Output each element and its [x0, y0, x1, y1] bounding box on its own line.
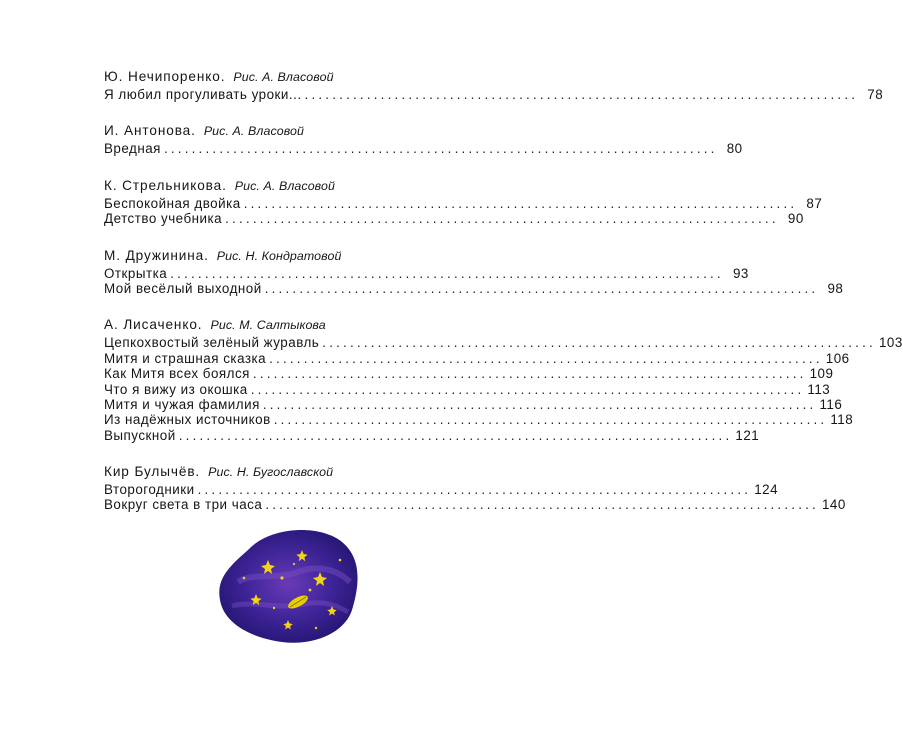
dot-leader: ................................................................................ — [170, 265, 724, 281]
dot-leader: ................................................................................ — [262, 396, 817, 412]
author-line — [104, 176, 444, 196]
toc-entry[interactable] — [104, 265, 749, 281]
toc-entry[interactable] — [104, 211, 804, 227]
entry-title: Что я вижу из окошка — [104, 381, 248, 397]
page-number: 98 — [827, 280, 844, 296]
dot-leader: ................................................................................ — [225, 211, 779, 227]
author-line — [104, 315, 444, 335]
entry-title: Вредная — [104, 141, 161, 157]
author-line — [104, 246, 444, 266]
author-line — [104, 462, 444, 482]
toc-entry[interactable] — [104, 141, 743, 157]
entry-title: Я любил прогуливать уроки... — [104, 87, 302, 102]
dot-leader: ................................................................................ — [252, 366, 807, 382]
entry-title: Митя и чужая фамилия — [104, 396, 260, 412]
toc-entry[interactable] — [104, 427, 760, 443]
table-of-contents — [104, 67, 903, 532]
toc-section — [104, 315, 903, 443]
page-number: 118 — [830, 412, 854, 428]
toc-entry[interactable] — [104, 366, 834, 382]
illustrator-credit: Рис. А. Власовой — [234, 178, 335, 193]
dot-leader: ................................................................................ — [243, 195, 798, 211]
entry-title: Как Митя всех боялся — [104, 366, 250, 382]
author-name: Кир Булычёв. — [104, 464, 201, 480]
toc-section — [104, 176, 823, 227]
author-name: А. Лисаченко. — [104, 317, 203, 333]
toc-entry[interactable] — [104, 412, 854, 428]
entry-title: Мой весёлый выходной — [104, 280, 262, 296]
page-number: 121 — [735, 427, 760, 443]
page-number: 109 — [809, 366, 834, 382]
page-number: 116 — [819, 396, 843, 412]
page-number: 93 — [732, 265, 749, 281]
entry-title: Второгодники — [104, 482, 195, 498]
entry-title: Детство учебника — [104, 211, 223, 227]
toc-entry[interactable] — [104, 195, 823, 211]
toc-entry[interactable] — [104, 350, 850, 366]
page-number: 140 — [821, 497, 846, 513]
entry-title: Цепкохвостый зелёный журавль — [104, 335, 320, 351]
toc-section — [104, 246, 844, 297]
author-line — [104, 121, 444, 141]
dot-leader: ................................................................................ — [264, 280, 819, 296]
toc-section — [104, 121, 743, 157]
dot-leader: ................................................................................ — [269, 350, 823, 366]
illustrator-credit: Рис. М. Салтыкова — [210, 318, 326, 333]
toc-entry[interactable] — [104, 482, 779, 498]
author-name: И. Антонова. — [104, 123, 196, 139]
author-name: К. Стрельникова. — [104, 177, 227, 193]
dot-leader: ................................................................................ — [178, 427, 733, 443]
entry-title: Вокруг света в три часа — [104, 497, 263, 513]
page-number: 103 — [878, 335, 903, 351]
entry-title: Митя и страшная сказка — [104, 350, 267, 366]
dot-leader: ................................................................................ — [273, 412, 828, 428]
page-number: 87 — [806, 195, 823, 211]
page-number: 113 — [807, 381, 831, 397]
dot-leader: ................................................................................ — [265, 497, 819, 513]
illustrator-credit: Рис. Н. Кондратовой — [216, 248, 342, 263]
entry-title: Из надёжных источников — [104, 412, 271, 428]
entry-title: Беспокойная двойка — [104, 195, 241, 211]
dot-leader: ................................................................................ — [322, 335, 876, 351]
author-name: Ю. Нечипоренко. — [104, 69, 226, 84]
starry-night-blob-icon — [208, 520, 368, 650]
dot-leader: ................................................................................ — [163, 141, 718, 157]
toc-entry[interactable] — [104, 335, 903, 351]
toc-entry[interactable] — [104, 381, 831, 397]
dot-leader: ................................................................................ — [304, 87, 859, 102]
author-name: М. Дружинина. — [104, 247, 209, 263]
page-number: 80 — [726, 141, 743, 157]
entry-title: Выпускной — [104, 427, 176, 443]
illustrator-credit: Рис. Н. Бугославской — [208, 465, 334, 480]
illustrator-credit: Рис. А. Власовой — [233, 70, 334, 84]
toc-section — [104, 462, 846, 513]
page-number: 90 — [787, 211, 804, 227]
toc-section — [104, 67, 884, 102]
illustrator-credit: Рис. А. Власовой — [203, 124, 305, 139]
toc-entry[interactable] — [104, 497, 846, 513]
toc-entry[interactable] — [104, 87, 884, 102]
page-number: 78 — [867, 87, 884, 102]
toc-entry[interactable] — [104, 280, 844, 296]
author-line — [104, 67, 444, 87]
page-number: 124 — [754, 482, 779, 498]
dot-leader: ................................................................................ — [197, 482, 752, 498]
entry-title: Открытка — [104, 265, 168, 281]
page-number: 106 — [825, 350, 850, 366]
toc-entry[interactable] — [104, 396, 843, 412]
dot-leader: ................................................................................ — [250, 381, 805, 397]
